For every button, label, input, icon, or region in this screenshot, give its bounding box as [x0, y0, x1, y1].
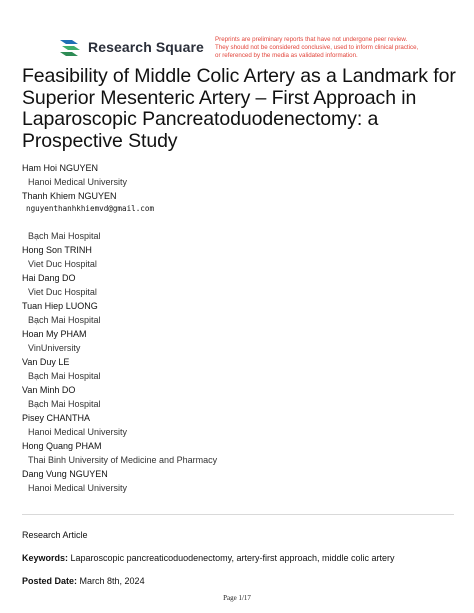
author-entry	[22, 245, 452, 269]
author-name: Van Duy LE	[22, 357, 70, 367]
author-affiliation: Hanoi Medical University	[28, 427, 128, 437]
author-list	[22, 163, 452, 497]
author-name: Hong Quang PHAM	[22, 441, 102, 451]
author-entry	[22, 329, 452, 353]
keywords-label: Keywords:	[22, 553, 69, 563]
author-affiliation: Viet Duc Hospital	[28, 259, 97, 269]
keywords-value: Laparoscopic pancreaticoduodenectomy, artery-first approach, middle colic artery	[70, 553, 395, 563]
preprint-disclaimer	[215, 36, 460, 61]
author-affiliation: Hanoi Medical University	[28, 483, 128, 493]
author-name: Ham Hoi NGUYEN	[22, 163, 99, 173]
author-name: Hoan My PHAM	[22, 329, 87, 339]
author-name: Hai Dang DO	[22, 273, 76, 283]
author-affiliation: Hanoi Medical University	[28, 177, 128, 187]
posted-date-value: March 8th, 2024	[79, 576, 145, 586]
article-type: Research Article	[22, 530, 88, 540]
author-entry	[22, 301, 452, 325]
author-entry	[22, 357, 452, 381]
author-affiliation: Bạch Mai Hospital	[28, 315, 101, 325]
logo-text: Research Square	[88, 39, 204, 55]
section-divider	[22, 514, 454, 515]
author-affiliation: Bạch Mai Hospital	[28, 371, 101, 381]
author-entry	[22, 469, 452, 493]
author-affiliation: VinUniversity	[28, 343, 81, 353]
author-entry	[22, 273, 452, 297]
research-square-logo[interactable]	[58, 37, 204, 57]
author-affiliation: Thai Binh University of Medicine and Pharmacy	[28, 455, 218, 465]
page-number: Page 1/17	[223, 594, 251, 602]
author-affiliation: Bạch Mai Hospital	[28, 399, 101, 409]
author-name: Van Minh DO	[22, 385, 76, 395]
author-entry	[22, 163, 452, 187]
disclaimer-line: or referenced by the media as validated information.	[215, 52, 358, 60]
keywords-line	[22, 553, 395, 564]
author-name: Pisey CHANTHA	[22, 413, 91, 423]
author-entry	[22, 413, 452, 437]
posted-date-label: Posted Date:	[22, 576, 78, 586]
disclaimer-line: Preprints are preliminary reports that have not undergone peer review.	[215, 36, 408, 43]
disclaimer-line: They should not be considered conclusive, used to inform clinical practice,	[215, 44, 419, 52]
author-entry	[22, 385, 452, 409]
research-square-logo-icon	[58, 37, 82, 57]
author-name: Thanh Khiem NGUYEN	[22, 191, 117, 201]
author-name: Dang Vung NGUYEN	[22, 469, 108, 479]
author-name: Tuan Hiep LUONG	[22, 301, 98, 311]
author-entry	[22, 191, 452, 241]
author-entry	[22, 441, 452, 465]
author-email[interactable]: nguyenthanhkhiemvd@gmail.com	[26, 204, 155, 213]
author-affiliation: Viet Duc Hospital	[28, 287, 97, 297]
author-affiliation: Bạch Mai Hospital	[28, 231, 101, 241]
article-title: Feasibility of Middle Colic Artery as a Landmark for Superior Mesenteric Artery – First Approach in Laparoscopic Pancreatoduodenectomy: a Prospective Study	[22, 65, 456, 152]
author-name: Hong Son TRINH	[22, 245, 92, 255]
posted-date-line	[22, 576, 145, 587]
